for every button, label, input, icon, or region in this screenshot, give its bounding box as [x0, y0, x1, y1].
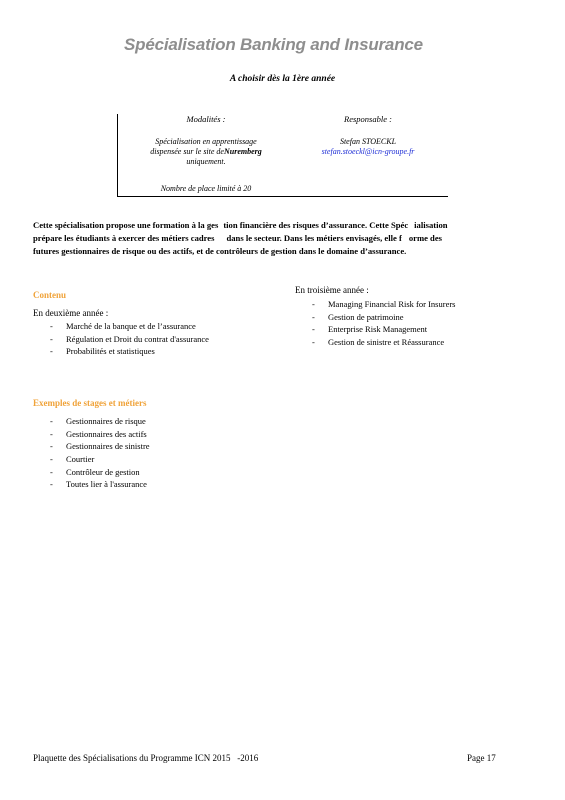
modalites-places: Nombre de place limité à 20	[160, 184, 252, 193]
modalites-site: Nuremberg	[223, 147, 262, 156]
page-number: Page 17	[467, 753, 496, 763]
list-item: - Gestionnaires de sinistre	[33, 440, 150, 453]
page-subtitle: A choisir dès la 1ère année	[229, 74, 336, 84]
year3-list	[295, 298, 455, 349]
responsable-heading: Responsable :	[344, 114, 392, 124]
list-item: - Régulation et Droit du contrat d'assurance	[33, 333, 209, 346]
year3-label: En troisième année :	[295, 285, 369, 295]
list-item: - Courtier	[33, 453, 150, 466]
list-item: - Gestionnaires de risque	[33, 415, 150, 428]
intro-line-1	[33, 219, 528, 232]
contenu-title: Contenu	[33, 290, 67, 300]
modalites-line3: uniquement.	[186, 157, 226, 166]
list-item: - Contrôleur de gestion	[33, 466, 150, 479]
responsable-email-link[interactable]: stefan.stoeckl@icn-groupe.fr	[321, 147, 415, 156]
exemples-list	[33, 415, 150, 491]
list-item: - Probabilités et statistiques	[33, 345, 209, 358]
intro-line-3	[33, 245, 528, 258]
intro-line-2a: prépare les étudiants à exercer des métiers cadres	[33, 233, 215, 243]
list-item: - Enterprise Risk Management	[295, 323, 455, 336]
modalites-box	[117, 114, 448, 197]
page-title: Spécialisation Banking and Insurance	[124, 35, 423, 54]
intro-line-3a: futures gestionnaires de risque ou des actifs, et de contrôleurs de gestion dans le domaine d’assuranc	[33, 246, 401, 256]
responsable-name: Stefan STOECKL	[339, 137, 397, 146]
intro-line-3b: e.	[400, 246, 407, 256]
intro-line-2c: orme des	[408, 233, 442, 243]
list-item: - Gestion de patrimoine	[295, 311, 455, 324]
list-item: - Marché de la banque et de l’assurance	[33, 320, 209, 333]
list-item: - Toutes lier à l'assurance	[33, 478, 150, 491]
modalites-column	[126, 114, 286, 194]
intro-line-1c: ialisation	[414, 220, 448, 230]
intro-line-2	[33, 232, 528, 245]
intro-line-2b: dans le secteur. Dans les métiers envisagés, elle f	[226, 233, 402, 243]
list-item: - Gestion de sinistre et Réassurance	[295, 336, 455, 349]
modalites-line2-prefix: dispensée sur le site de	[150, 147, 224, 156]
list-item: - Managing Financial Risk for Insurers	[295, 298, 455, 311]
exemples-title: Exemples de stages et métiers	[33, 398, 147, 408]
responsable-column	[293, 114, 443, 157]
intro-paragraph	[33, 219, 528, 258]
modalites-line2	[126, 147, 286, 157]
list-item: - Gestionnaires des actifs	[33, 428, 150, 441]
modalites-line1: Spécialisation en apprentissage	[155, 137, 257, 146]
intro-line-1b: tion financière des risques d’assurance. Cette Spéc	[223, 220, 409, 230]
modalites-heading: Modalités :	[186, 114, 226, 124]
footer-text: Plaquette des Spécialisations du Programme ICN 2015 -2016	[33, 753, 259, 763]
year2-list	[33, 320, 209, 358]
year2-label: En deuxième année :	[33, 308, 109, 318]
intro-line-1a: Cette spécialisation propose une formation à la ges	[33, 220, 219, 230]
